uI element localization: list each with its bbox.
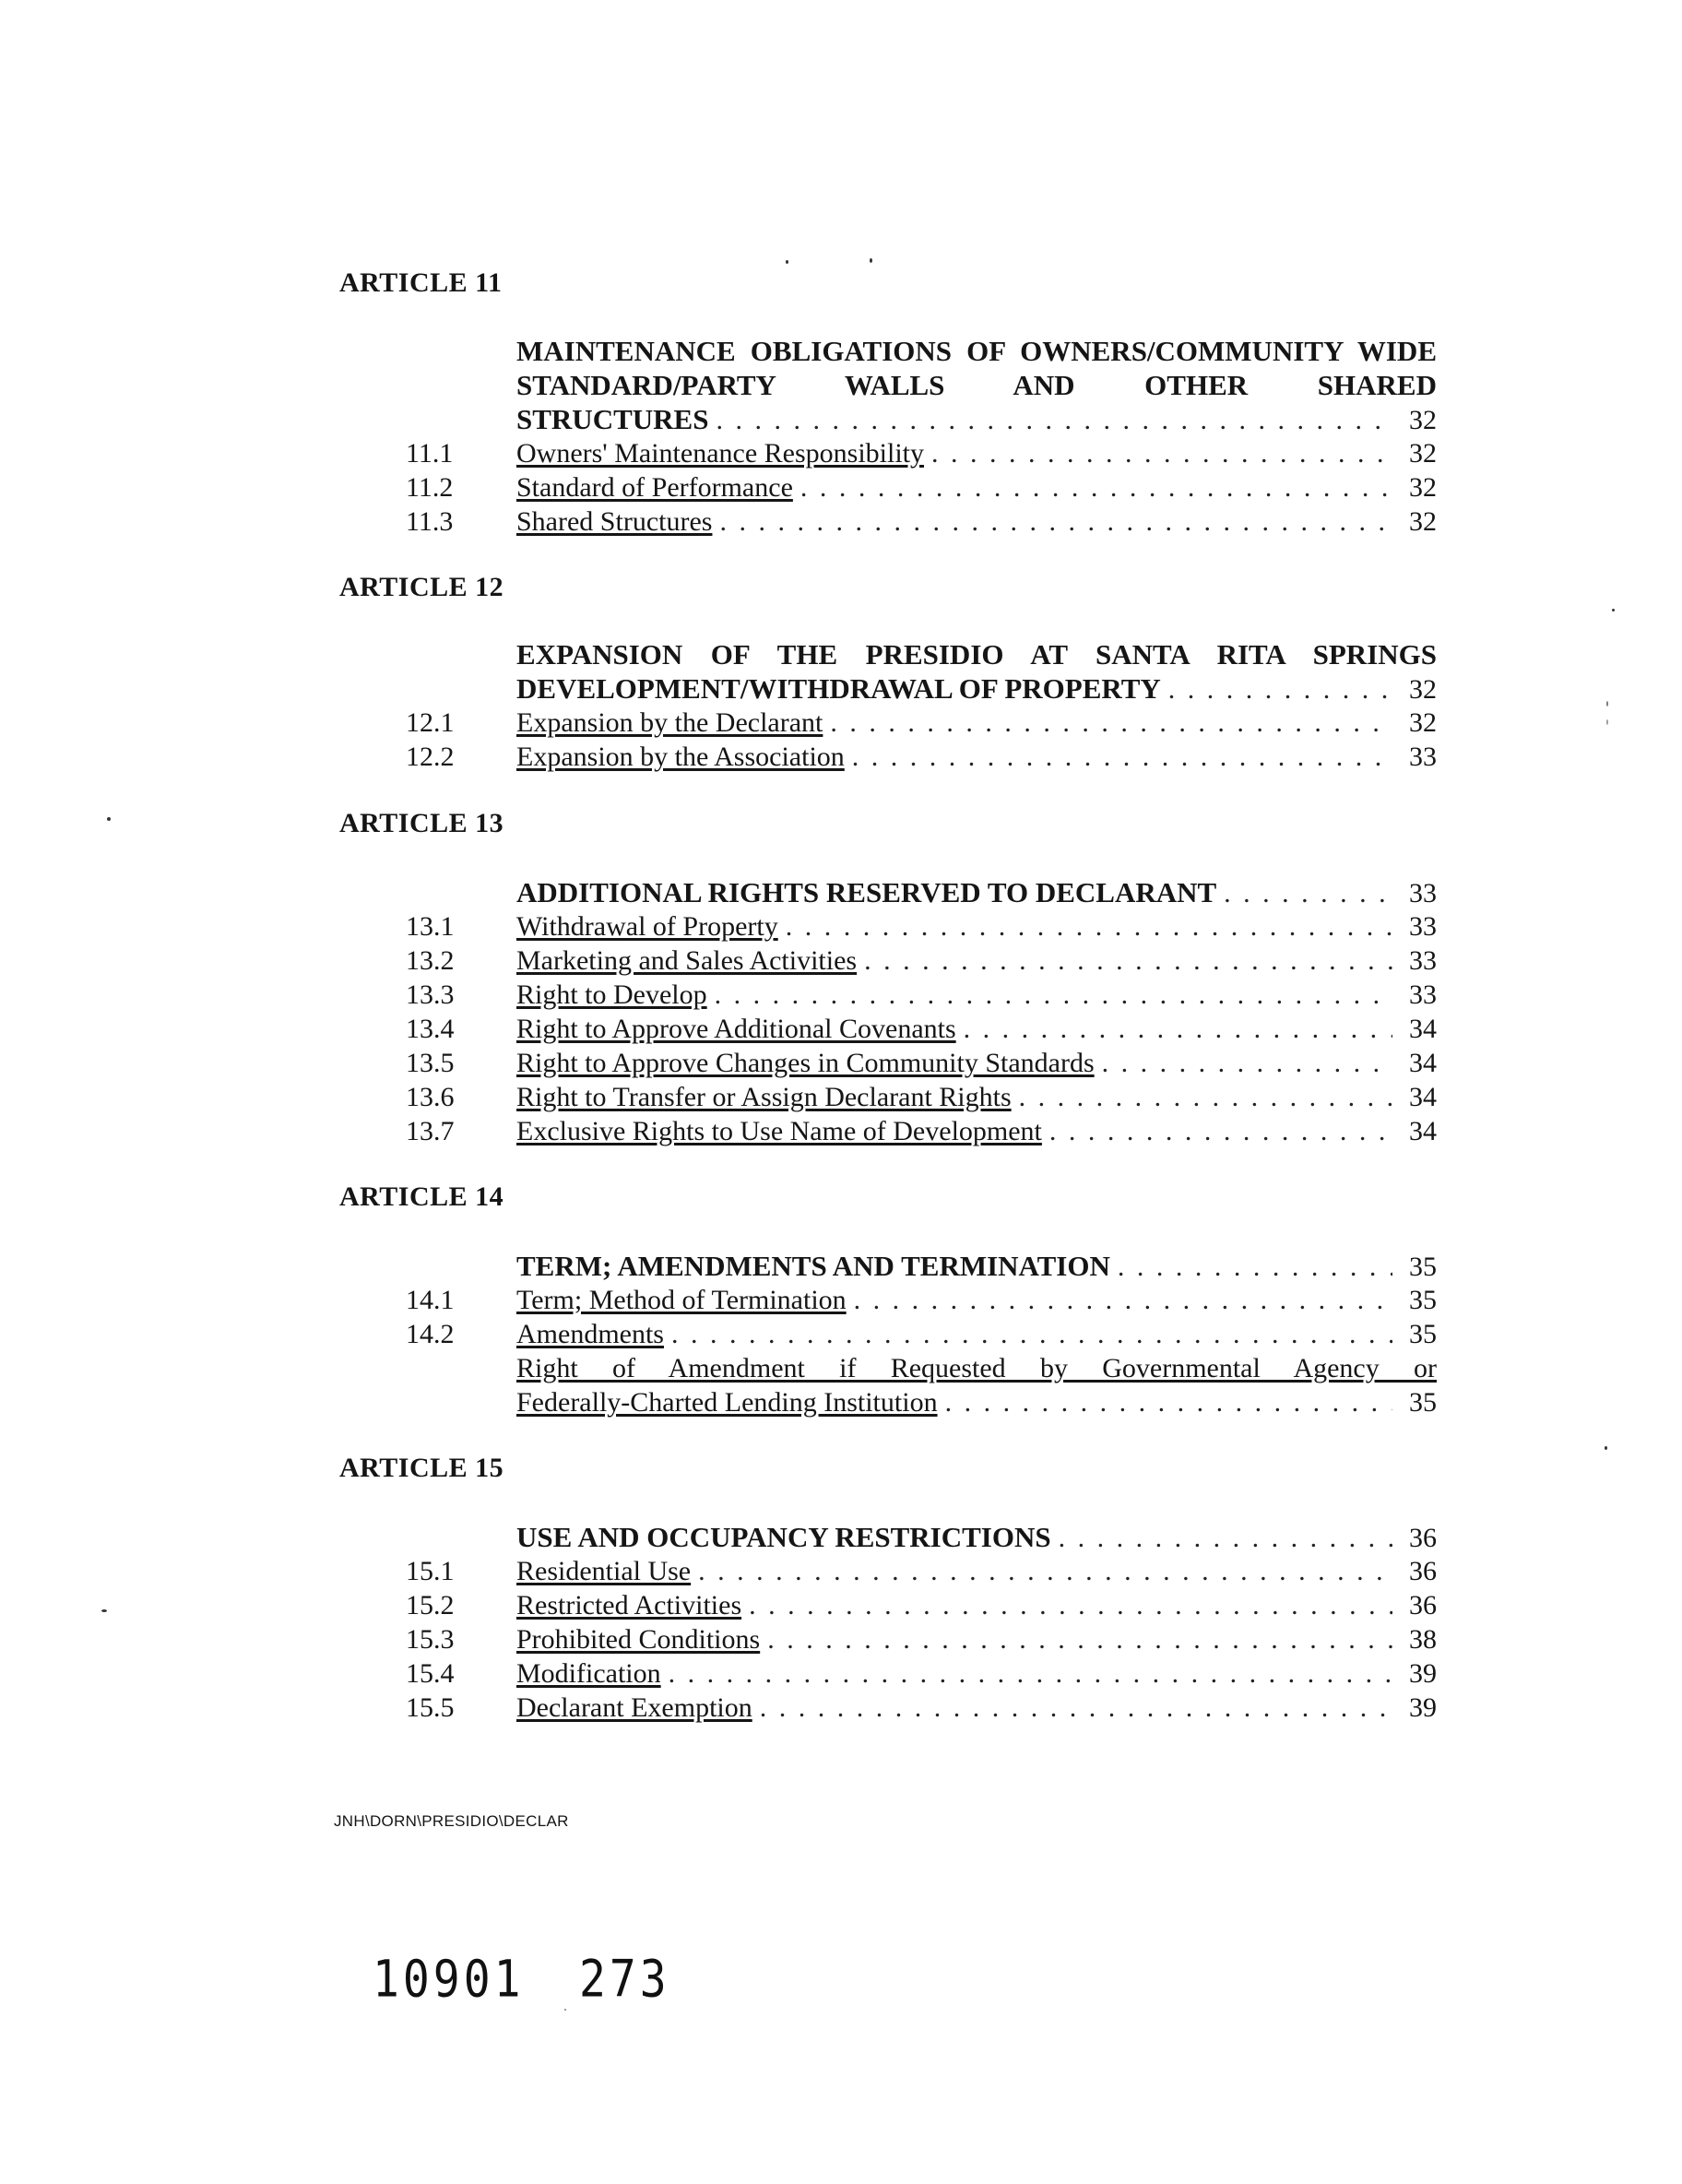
toc-item[interactable] [406,1656,1437,1691]
section-title-last: TERM; AMENDMENTS AND TERMINATION [516,1250,1110,1282]
page-number: 35 [1409,1319,1437,1349]
dot-leader [1224,876,1392,910]
dot-leader [715,978,1392,1012]
page-number: 33 [1409,742,1437,772]
page-number: 34 [1409,1082,1437,1112]
item-label: Modification [516,1658,661,1689]
item-label: Exclusive Rights to Use Name of Development [516,1116,1042,1146]
toc-item[interactable] [406,1554,1437,1588]
page-number: 36 [1409,1523,1437,1553]
article-heading: ARTICLE 11 [339,267,503,298]
item-number: 15.4 [406,1658,455,1689]
page-number: 35 [1409,1285,1437,1315]
section-title [516,334,1437,402]
toc-item[interactable] [406,1385,1437,1419]
item-label: Owners' Maintenance Responsibility [516,438,924,469]
dot-leader [669,1656,1392,1691]
item-label: Residential Use [516,1556,692,1586]
item-number: 11.1 [406,438,454,469]
page-number: 33 [1409,979,1437,1010]
item-number: 13.2 [406,945,455,976]
section-title-last: DEVELOPMENT/WITHDRAWAL OF PROPERTY [516,672,1161,705]
item-number: 12.1 [406,707,455,738]
item-number: 13.6 [406,1082,455,1112]
toc-title-row[interactable] [406,402,1437,436]
toc-item[interactable] [406,1012,1437,1046]
scan-speck [107,817,111,821]
item-label: Standard of Performance [516,472,793,503]
dot-leader [698,1554,1392,1588]
page-number: 32 [1409,438,1437,469]
item-label: Marketing and Sales Activities [516,945,858,976]
toc-item[interactable] [406,706,1437,740]
toc-item[interactable] [406,1283,1437,1317]
dot-leader [719,504,1392,539]
page-number: 39 [1409,1692,1437,1723]
toc-item[interactable] [406,470,1437,504]
article-heading: ARTICLE 15 [339,1453,504,1483]
item-label: Amendments [516,1319,664,1349]
dot-leader [1168,672,1392,706]
dot-leader [830,706,1392,740]
toc-item[interactable] [406,504,1437,539]
item-label: Right to Approve Changes in Community Standards [516,1048,1095,1078]
section-title-line: STANDARD/PARTY WALLS AND OTHER SHARED [516,369,1437,401]
item-label: Federally-Charted Lending Institution [516,1387,938,1418]
dot-leader [852,740,1392,774]
toc-item[interactable] [406,1691,1437,1725]
scan-speck [1612,609,1615,611]
toc-item[interactable] [406,1080,1437,1114]
item-number: 15.5 [406,1692,455,1723]
item-number: 13.7 [406,1116,455,1146]
page-number: 33 [1409,878,1437,908]
section-title-last: ADDITIONAL RIGHTS RESERVED TO DECLARANT [516,876,1217,908]
dot-leader [671,1317,1392,1351]
item-label-wrapped[interactable]: Right of Amendment if Requested by Governmental Agency or [516,1353,1437,1383]
dot-leader [1059,1521,1392,1555]
item-number: 13.3 [406,979,455,1010]
toc-item[interactable] [406,1588,1437,1622]
item-label: Expansion by the Association [516,742,845,772]
item-number: 13.4 [406,1014,455,1044]
dot-leader [1049,1114,1392,1148]
page-number: 33 [1409,911,1437,942]
dot-leader [767,1622,1392,1656]
toc-item[interactable] [406,1114,1437,1148]
scan-speck [1605,1446,1607,1450]
toc-title-row[interactable] [406,1249,1437,1283]
toc-title-row[interactable] [406,1520,1437,1554]
dot-leader [749,1588,1392,1622]
page-number: 36 [1409,1556,1437,1586]
item-label: Restricted Activities [516,1590,742,1620]
toc-item[interactable] [406,1317,1437,1351]
toc-item[interactable] [406,1046,1437,1080]
item-label: Prohibited Conditions [516,1624,761,1655]
book-number-stamp: 10901 [373,1949,525,2010]
file-path-code: JNH\DORN\PRESIDIO\DECLAR [334,1812,569,1830]
page-number: 32 [1409,472,1437,503]
item-number: 11.3 [406,506,454,537]
scan-speck [1606,719,1608,725]
scan-speck [101,1609,107,1612]
scan-speck [564,2009,566,2011]
item-number: 13.5 [406,1048,455,1078]
scan-speck [786,260,788,264]
article-heading: ARTICLE 13 [339,808,504,838]
section-title [516,637,1437,671]
dot-leader [1102,1046,1392,1080]
dot-leader [945,1385,1392,1419]
toc-title-row[interactable] [406,671,1437,706]
scan-speck [1606,701,1608,706]
dot-leader [854,1283,1392,1317]
item-label: Right to Develop [516,979,707,1010]
toc-item[interactable] [406,1622,1437,1656]
page-number: 32 [1409,405,1437,435]
item-label: Expansion by the Declarant [516,707,823,738]
dot-leader [964,1012,1392,1046]
item-label: Shared Structures [516,506,713,537]
toc-item[interactable] [406,740,1437,774]
dot-leader [931,436,1392,470]
toc-item[interactable] [406,978,1437,1012]
article-heading: ARTICLE 12 [339,572,504,602]
item-number: 15.1 [406,1556,455,1586]
toc-item[interactable] [406,909,1437,944]
item-label: Right to Transfer or Assign Declarant Rights [516,1082,1012,1112]
item-number: 15.3 [406,1624,455,1655]
dot-leader [1118,1250,1392,1284]
toc-title-row[interactable] [406,875,1437,909]
item-number: 13.1 [406,911,455,942]
scan-speck [870,258,872,263]
page-number: 34 [1409,1116,1437,1146]
page-number: 34 [1409,1048,1437,1078]
dot-leader [1019,1080,1392,1114]
page-number-stamp: 273 [579,1949,670,2010]
page-number: 32 [1409,674,1437,705]
page-number: 39 [1409,1658,1437,1689]
item-number: 14.1 [406,1285,455,1315]
page-number: 35 [1409,1387,1437,1418]
page-number: 32 [1409,707,1437,738]
page-number: 33 [1409,945,1437,976]
dot-leader [864,944,1392,978]
page-number: 32 [1409,506,1437,537]
section-title-line: MAINTENANCE OBLIGATIONS OF OWNERS/COMMUNITY WIDE [516,335,1437,367]
dot-leader [716,403,1392,437]
page-number: 38 [1409,1624,1437,1655]
page-number: 35 [1409,1252,1437,1282]
item-label: Declarant Exemption [516,1692,752,1723]
section-title-last: USE AND OCCUPANCY RESTRICTIONS [516,1521,1051,1553]
dot-leader [760,1691,1392,1725]
page-number: 34 [1409,1014,1437,1044]
section-title-last: STRUCTURES [516,403,709,435]
section-title-line: EXPANSION OF THE PRESIDIO AT SANTA RITA SPRINGS [516,638,1437,671]
item-label: Term; Method of Termination [516,1285,847,1315]
item-label: Right to Approve Additional Covenants [516,1014,956,1044]
item-number: 15.2 [406,1590,455,1620]
toc-item[interactable] [406,436,1437,470]
article-heading: ARTICLE 14 [339,1181,504,1212]
toc-item[interactable] [406,944,1437,978]
dot-leader [800,470,1392,504]
item-number: 12.2 [406,742,455,772]
item-number: 11.2 [406,472,454,503]
item-number: 14.2 [406,1319,455,1349]
item-label: Withdrawal of Property [516,911,778,942]
page-number: 36 [1409,1590,1437,1620]
dot-leader [786,909,1392,944]
